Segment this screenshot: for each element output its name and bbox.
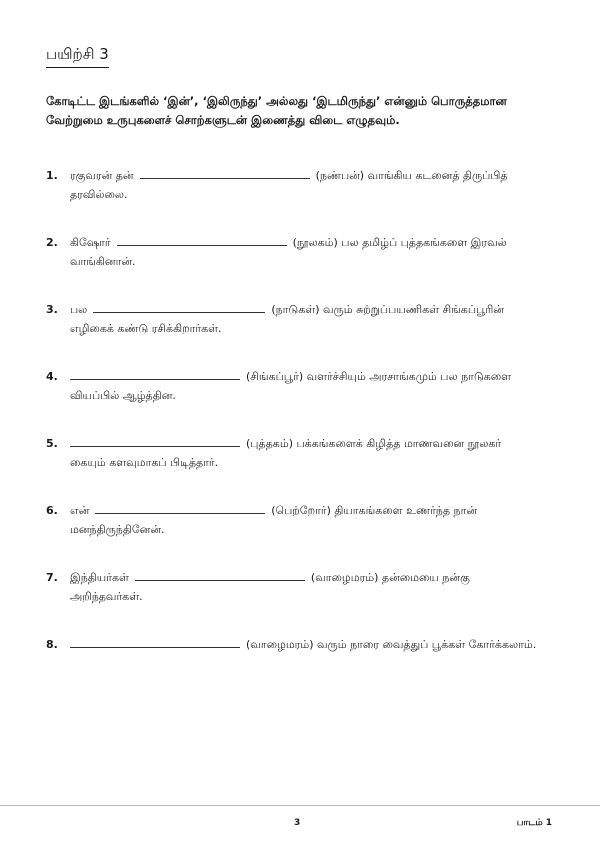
question-text-post: (பெற்றோர்) தியாகங்களை உணர்ந்த நான் <box>271 504 478 517</box>
question-text-post: (சிங்கப்பூர்) வளர்ச்சியும் அரசாங்கமும் பல நாடுகளை <box>246 370 512 383</box>
question-text-line2: வாங்கினான். <box>70 255 136 268</box>
question-text-line2: தரவில்லை. <box>70 188 128 201</box>
question-text-line2: வியப்பில் ஆழ்த்தின. <box>70 389 176 402</box>
question-text-line2: எழிகைக் கண்டு ரசிக்கிறார்கள். <box>70 322 222 335</box>
question-number: 4. <box>46 370 58 383</box>
question-text-post: (புத்தகம்) பக்கங்களைக் கிழித்த மாணவனை நூலகர் <box>246 437 502 450</box>
question-number: 1. <box>46 169 58 182</box>
question-text-line2: மனந்திருந்தினேன். <box>70 523 165 536</box>
answer-blank[interactable] <box>140 166 310 179</box>
question-text-pre: ரகுவரன் தன் <box>70 169 134 182</box>
answer-blank[interactable] <box>117 233 287 246</box>
chapter-label: பாடம் 1 <box>516 818 552 828</box>
question-number: 2. <box>46 236 58 249</box>
answer-blank[interactable] <box>70 367 240 380</box>
question-text-post: (வாழைமரம்) தன்மையை நன்கு <box>310 571 470 584</box>
question-text-pre: கிஷோர் <box>70 236 111 249</box>
exercise-title: பயிற்சி 3 <box>46 44 109 68</box>
footer-divider <box>0 805 600 806</box>
answer-blank[interactable] <box>95 501 265 514</box>
question-text-post: (வாழைமரம்) வரும் நாரை வைத்துப் பூக்கள் கோர்க்கலாம். <box>246 638 537 651</box>
question-text-line2: கையும் களவுமாகப் பிடித்தார். <box>70 456 219 469</box>
answer-blank[interactable] <box>70 635 240 648</box>
question-text-line2: அறிந்தவர்கள். <box>70 590 143 603</box>
question-number: 7. <box>46 571 58 584</box>
question-text-pre: பல <box>70 303 88 316</box>
question-number: 3. <box>46 303 58 316</box>
answer-blank[interactable] <box>93 300 265 313</box>
question-number: 6. <box>46 504 58 517</box>
question-number: 8. <box>46 638 58 651</box>
question-text-pre: இந்தியர்கள் <box>70 571 129 584</box>
answer-blank[interactable] <box>70 434 240 447</box>
question-text-post: (நாடுகள்) வரும் சுற்றுப்பயணிகள் சிங்கப்பூரின் <box>271 303 504 316</box>
question-text-pre: என் <box>70 504 90 517</box>
answer-blank[interactable] <box>135 568 305 581</box>
question-text-post: (நண்பன்) வாங்கிய கடனைத் திருப்பித் <box>315 169 508 182</box>
question-text-post: (நூலகம்) பல தமிழ்ப் புத்தகங்களை இரவல் <box>292 236 507 249</box>
instructions: கோடிட்ட இடங்களில் ‘இன்’, ‘இலிருந்து’ அல்லது ‘இடமிருந்து’ என்னும் பொருத்தமான வேற்றுமை உருபுகளைச் சொற்களுடன் இணைத்து விடை எழுதவும். <box>46 94 507 127</box>
question-number: 5. <box>46 437 58 450</box>
page-number: 3 <box>294 818 301 828</box>
